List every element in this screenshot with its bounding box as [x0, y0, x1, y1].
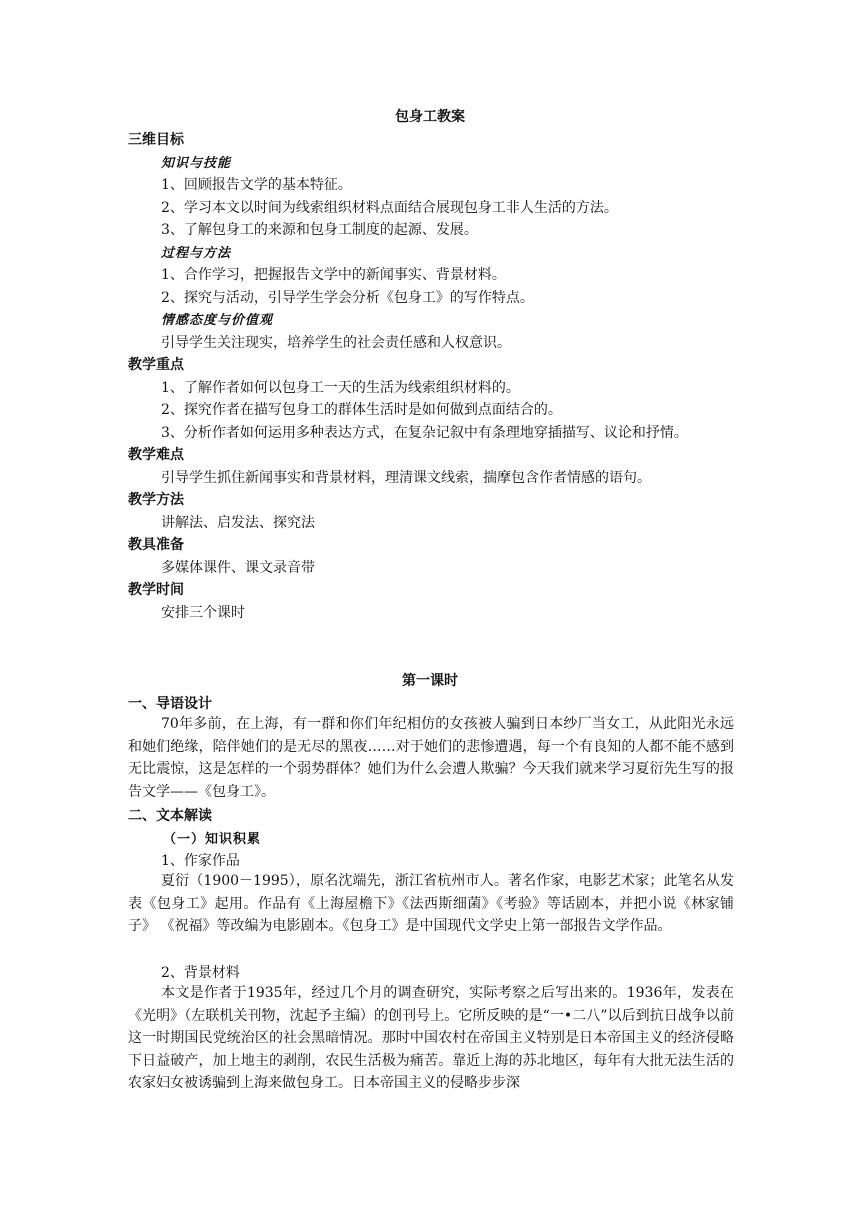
- intro-paragraph: 70年多前，在上海，有一群和你们年纪相仿的女孩被人骗到日本纱厂当女工，从此阳光永远和她们绝缘，陪伴她们的是无尽的黑夜……对于她们的悲惨遭遇，每一个有良知的人都不能不感到无比震惊，这是怎样的一个弱势群体？她们为什么会遭人欺骗？今天我们就来学习夏衍先生写的报告文学——《包身工》。: [128, 716, 734, 800]
- author-works-heading: 1、作家作品: [161, 853, 240, 869]
- intro-heading: 一、导语设计: [128, 696, 212, 712]
- goals-heading: 三维目标: [128, 132, 184, 148]
- knowledge-skills-heading: 知识与技能: [161, 156, 232, 171]
- difficulty-item-1: 引导学生抓住新闻事实和背景材料，理清课文线索，揣摩包含作者情感的语句。: [161, 470, 651, 486]
- background-paragraph: 本文是作者于1935年，经过几个月的调查研究，实际考察之后写出来的。1936年，发表在《光明》（左联机关刊物，沈起予主编）的创刊号上。它所反映的是“一•二八”以后到抗日战争以前这一时期国民党统治区的社会黑暗情况。那时中国农村在帝国主义特别是日本帝国主义的经济侵略下日益破产，加上地主的剥削，农民生活极为痛苦。靠近上海的苏北地区，每年有大批无法生活的农家妇女被诱骗到上海来做包身工。日本帝国主义的侵略步步深: [128, 985, 734, 1091]
- knowledge-item-2: 2、学习本文以时间为线索组织材料点面结合展现包身工非人生活的方法。: [161, 200, 618, 216]
- key-points-heading: 教学重点: [128, 357, 184, 373]
- tools-heading: 教具准备: [128, 537, 184, 553]
- text-analysis-heading: 二、文本解读: [128, 808, 212, 824]
- tools-item-1: 多媒体课件、课文录音带: [161, 560, 315, 576]
- knowledge-item-1: 1、回顾报告文学的基本特征。: [161, 177, 352, 193]
- attitude-item-1: 引导学生关注现实，培养学生的社会责任感和人权意识。: [161, 335, 511, 351]
- knowledge-item-3: 3、了解包身工的来源和包身工制度的起源、发展。: [161, 222, 478, 238]
- methods-heading: 教学方法: [128, 492, 184, 508]
- key-point-1: 1、了解作者如何以包身工一天的生活为线索组织材料的。: [161, 380, 520, 396]
- methods-item-1: 讲解法、启发法、探究法: [161, 515, 315, 531]
- key-point-3: 3、分析作者如何运用多种表达方式，在复杂记叙中有条理地穿插描写、议论和抒情。: [161, 425, 688, 441]
- author-paragraph: 夏衍（1900－1995），原名沈端先，浙江省杭州市人。著名作家，电影艺术家；此笔名从发表《包身工》起用。作品有《上海屋檐下》《法西斯细菌》《考验》等话剧本，并把小说《林家铺子》 《祝福》等改编为电影剧本。《包身工》是中国现代文学史上第一部报告文学作品。: [128, 873, 734, 934]
- process-item-1: 1、合作学习，把握报告文学中的新闻事实、背景材料。: [161, 267, 506, 283]
- lesson1-title: 第一课时: [402, 673, 458, 689]
- knowledge-accumulation-heading: （一）知识积累: [163, 832, 262, 847]
- document-title: 包身工教案: [395, 109, 465, 125]
- key-point-2: 2、探究作者在描写包身工的群体生活时是如何做到点面结合的。: [161, 402, 562, 418]
- process-methods-heading: 过程与方法: [161, 246, 232, 261]
- background-heading: 2、背景材料: [161, 965, 240, 981]
- time-item-1: 安排三个课时: [161, 605, 245, 621]
- attitude-heading: 情感态度与价值观: [161, 313, 274, 328]
- time-heading: 教学时间: [128, 582, 184, 598]
- difficulties-heading: 教学难点: [128, 447, 184, 463]
- process-item-2: 2、探究与活动，引导学生学会分析《包身工》的写作特点。: [161, 290, 534, 306]
